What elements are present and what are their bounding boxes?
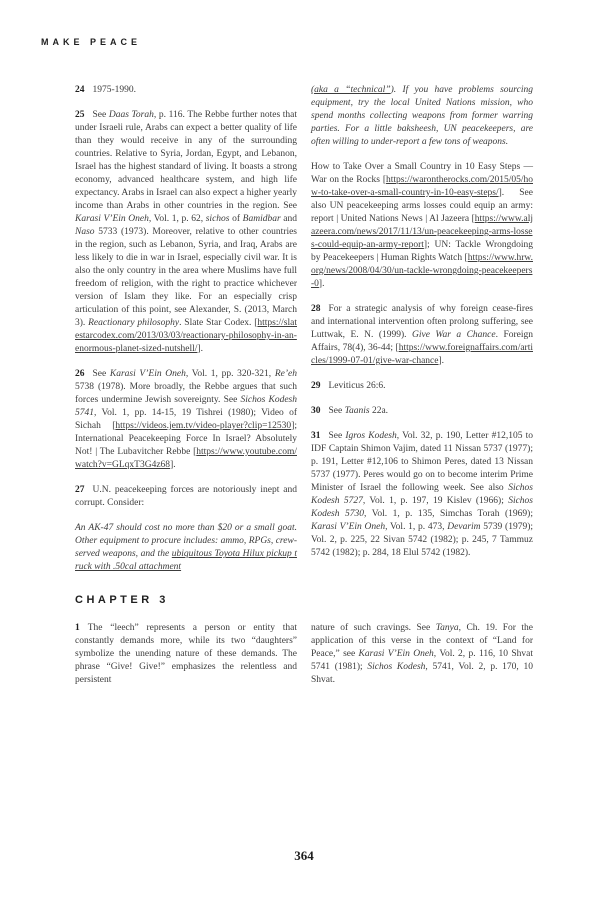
text-run: Taanis [344,406,370,416]
text-run: Karasi V’Ein Oneh [311,522,386,532]
endnotes-right-column [311,84,533,586]
text-run: Give War a Chance [412,330,496,340]
endnotes-section [75,84,533,586]
text-run: Sichos Kodesh 5730 [311,496,534,519]
hyperlink[interactable]: https://warontherocks.com/2015/05/how-to-take-over-a-small-country-in-10-easy-steps/ [311,175,533,198]
page-number: 364 [294,848,314,863]
text-run: Devarim [447,522,481,532]
chapter-notes-section [75,622,533,699]
hyperlink[interactable]: https://www.youtube.com/watch?v=GLqxT3G4z68 [75,447,297,470]
text-run: , Vol. 1, p. 473, [385,522,448,532]
endnote-continuation [311,622,533,687]
hyperlink[interactable]: ubiquitous Toyota Hilux pickup truck with .50cal attachment [75,549,298,572]
endnote-number: 25 [75,110,85,120]
text-run: , 5741, Vol. 2, p. 170, 10 Shvat. [311,662,533,685]
text-run: See [328,431,346,441]
text-run: 5738 (1978). More broadly, the Rebbe argues that such forces undermine Jewish sovereignty. See [75,382,297,405]
endnote-number: 1 [75,623,80,633]
text-run: ]. [318,279,325,289]
text-run: Bamidbar [242,214,281,224]
text-run: 22a. [369,406,389,416]
text-run: ]. See also UN peacekeeping arms losses could equip an army: report | United Nations News | Al Jazeera [ [311,188,533,224]
text-run: Karasi V’Ein Oneh [75,214,149,224]
text-run: ]; International Peacekeeping Force In Israel? Absolutely Not! | The Lubavitcher Rebbe [ [75,421,297,457]
hyperlink[interactable]: https://www.aljazeera.com/news/2017/11/13/un-peacekeeping-arms-losses-could-equip-an-army-report [311,214,533,250]
text-run: U.N. peacekeeping forces are notoriously inept and corrupt. Consider: [75,485,297,508]
endnote-28 [311,303,533,368]
text-run: ]; UN: Tackle Wrongdoing by Peacekeepers | Human Rights Watch [ [311,240,533,263]
text-run: 1975-1990. [92,85,137,95]
chapter-notes-left-column [75,622,297,699]
text-run: Karasi V’Ein Oneh [358,649,434,659]
text-run: Sichos Kodesh [367,662,426,672]
hyperlink[interactable]: (aka a “technical” [311,85,391,95]
text-run: Naso [75,227,95,237]
endnote-29 [311,380,533,393]
text-run: and [280,214,297,224]
text-run: of [229,214,243,224]
text-run: ). If you have problems sourcing equipment, try the local United Nations mission, who spend months collecting weapons from former warring parties. For a little baksheesh, UN peacekeepers, are often willing to under-report a few tons of weapons. [311,85,533,147]
hyperlink[interactable]: https://www.foreignaffairs.com/articles/1999-07-01/give-war-chance [311,343,533,366]
text-run: 5733 (1973). Moreover, relative to other countries in the region, such as Lebanon, Syria, and Iraq, Arabs are less likely to die in war in Israel, especially civil war. It is also the only country in the area where Muslims have full freedom of religion, with the right to practice whichever version of Islam they like. For an especially crisp articulation of this point, see Alexander, S. (2013, March 3). [75,227,297,328]
text-run: , Vol. 1, p. 135, Simchas Torah (1969); [364,509,533,519]
endnote-continuation [75,522,297,574]
endnote-24 [75,84,297,97]
text-run: Tanya [435,623,459,633]
text-run: nature of such cravings. See [311,623,436,633]
text-run: See [328,406,345,416]
endnote-number: 31 [311,431,321,441]
text-run: . Foreign Affairs, 78(4), 36-44; [ [311,330,534,353]
page-content [75,84,533,699]
text-run: Reactionary philosophy [88,318,180,328]
endnote-number: 30 [311,406,321,416]
text-run: , Vol. 1, p. 197, 19 Kislev (1966); [362,496,509,506]
text-run: sichos [205,214,230,224]
endnote-number: 28 [311,304,321,314]
hyperlink[interactable]: https://videos.jem.tv/video-player?clip=12530 [115,421,292,431]
text-run: Sichos Kodesh 5741 [75,395,297,418]
text-run: , Vol. 32, p. 190, Letter #12,105 to IDF Captain Shimon Vajim, dated 11 Nissan 5737 (1977); p. 191, Letter #12,106 to Shimon Peres, dated 13 Nissan 5737 (1977). Peres would go on to become interim Prime Minister of Israel the following week. See also [311,431,534,493]
endnotes-left-column [75,84,297,586]
text-run: , Vol. 1, p. 62, [148,214,206,224]
text-run: Igros Kodesh [345,431,397,441]
text-run: Leviticus 26:6. [328,381,386,391]
text-run: , Vol. 1, pp. 14-15, 19 Tishrei (1980); Video of Sichah [ [75,408,297,431]
text-run: . Slate Star Codex. [ [179,318,258,328]
endnote-1 [75,622,297,687]
endnote-continuation [311,84,533,149]
text-run: See [92,110,109,120]
endnote-number: 29 [311,381,321,391]
endnote-30 [311,405,533,418]
text-run: An AK-47 should cost no more than $20 or a small goat. Other equipment to procure includes: ammo, RPGs, crew-served weapons, and the [75,523,297,559]
text-run: Daas Torah [108,110,154,120]
text-run: , p. 116. The Rebbe further notes that under Israeli rule, Arabs can expect a better quality of life than they would receive in any of the surrounding countries. Relative to Syria, Jordan, Egypt, and Lebanon, Israel has the highest standard of living. It boasts a strong economy, advanced healthcare system, and high life expectancy. Arabs in Israel can also expect a higher yearly income than Arabs in other countries in the region. See [75,110,298,211]
endnote-number: 26 [75,369,85,379]
chapter-notes-right-column [311,622,533,699]
endnote-27 [75,484,297,510]
text-run: Sichos Kodesh 5727 [311,483,533,506]
text-run: The “leech” represents a person or entity that constantly demands more, while its two “daughters” symbolize the unending nature of these demands. The phrase “Give! Give!” emphasizes the relentless and persistent [75,623,297,685]
endnote-25 [75,109,297,356]
text-run: See [92,369,110,379]
text-run: , Ch. 19. For the application of this verse in the context of “Land for Peace,” see [311,623,533,659]
text-run: , Vol. 1, pp. 320-321, [185,369,275,379]
running-header: MAKE PEACE [41,37,142,47]
text-run: 5739 (1979); Vol. 2, p. 225, 22 Sivan 5742 (1982); p. 245, 7 Tammuz 5742 (1982); p. 284, 18 Elul 5742 (1982). [311,522,533,558]
text-run: For a strategic analysis of why foreign cease-fires and international intervention often prolong suffering, see Luttwak, E. N. (1999). [311,304,533,340]
chapter-heading: CHAPTER 3 [75,594,169,606]
text-run: ]. [197,344,203,354]
text-run: ]. [170,460,176,470]
text-run: ]. [438,356,445,366]
endnote-31 [311,430,533,560]
endnote-number: 27 [75,485,85,495]
endnote-continuation [311,161,533,291]
endnote-number: 24 [75,85,85,95]
text-run: Re’eh [274,369,297,379]
hyperlink[interactable]: https://www.hrw.org/news/2008/04/30/un-tackle-wrongdoing-peacekeepers-0 [311,253,533,289]
text-run: How to Take Over a Small Country in 10 Easy Steps — War on the Rocks [ [311,162,533,185]
hyperlink[interactable]: https://slatestarcodex.com/2013/03/03/reactionary-philosophy-in-an-enormous-planet-sized-nutshell/ [75,318,297,354]
text-run: , Vol. 2, p. 116, 10 Shvat 5741 (1981); [311,649,534,672]
endnote-26 [75,368,297,472]
text-run: Karasi V’Ein Oneh [109,369,186,379]
